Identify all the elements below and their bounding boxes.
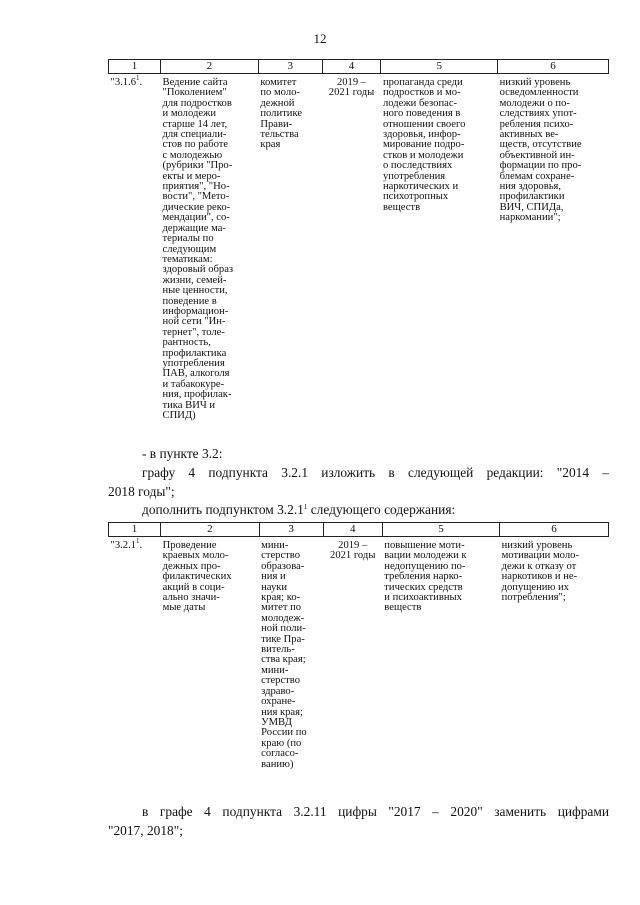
paragraph-amend-3-2-11-cont: "2017, 2018";	[108, 823, 183, 838]
expected-result: пропаганда среди подростков и мо- лодежи безопас- ного поведения в отношении своего здоровья, инфор- мирование подро- стков и молодежи о последствиях употребления наркотических и психотропных веществ	[381, 74, 498, 422]
column-number-4: 4	[322, 60, 381, 74]
executor: комитет по моло- дежной политике Прави- тельства края	[258, 74, 322, 422]
item-number: "3.2.1	[110, 540, 137, 551]
column-number-1: 1	[109, 523, 161, 537]
column-number-2: 2	[161, 523, 260, 537]
page-number: 12	[313, 31, 327, 46]
table-row	[109, 537, 609, 770]
column-number-3: 3	[259, 523, 323, 537]
paragraph-add-superscript: 1	[303, 503, 308, 511]
measures-table-2	[108, 522, 609, 770]
table-header-row	[109, 523, 609, 537]
column-number-2: 2	[161, 60, 259, 74]
measures-table-1	[108, 59, 609, 421]
column-number-4: 4	[323, 523, 382, 537]
column-number-5: 5	[382, 523, 499, 537]
column-number-1: 1	[109, 60, 161, 74]
table-row	[109, 74, 609, 422]
item-number: "3.1.6	[110, 77, 137, 88]
event-description: Проведение краевых моло- дежных про- филактических акций в соци- ально значи- мые даты	[161, 537, 260, 770]
consequence-of-non-implementation: низкий уровень осведомленности молодежи о по- следствиях упот- ребления психо- активных ве- ществ, отсутствие объективной ин- формации по про- блемам сохране- ния здоровья, профилактики ВИЧ, СПИДа, наркомании";	[498, 74, 609, 422]
table-header-row	[109, 60, 609, 74]
consequence-of-non-implementation: низкий уровень мотивации моло- дежи к отказу от наркотиков и не- допущению их потребления";	[500, 537, 609, 770]
period: 2019 – 2021 годы	[323, 537, 382, 770]
column-number-6: 6	[500, 523, 609, 537]
item-number-cell	[109, 74, 161, 422]
item-number-superscript: 1	[136, 537, 140, 545]
column-number-5: 5	[381, 60, 498, 74]
executor: мини- стерство образова- ния и науки края; ко- митет по молодеж- ной поли- тике Пра- витель- ства края; мини- стерство здраво- охране- ния края; УМВД России по краю (по согласо- ванию)	[259, 537, 323, 770]
paragraph-add-text: дополнить подпунктом 3.2.1	[142, 502, 304, 517]
item-number-tail: .	[139, 77, 143, 88]
column-number-3: 3	[258, 60, 322, 74]
paragraph-add-3-2-1-1	[142, 500, 609, 519]
item-number-cell	[109, 537, 161, 770]
event-description: Ведение сайта "Поколением" для подростков и молодежи старше 14 лет, для специали- стов по работе с молодежью (рубрики "Про- екты и меро- приятия", "Но- вости", "Мето- дические реко- мендации", со- держащие ма- териалы по следующим тематикам: здоровый образ жизни, семей- ные ценности, поведение в информацион- ной сети "Ин- тернет", толе- рантность, профилактика употребления ПАВ, алкоголя и табакокуре- ния, профилак- тика ВИЧ и СПИД)	[161, 74, 259, 422]
item-number-superscript: 1	[136, 74, 140, 82]
paragraph-amend-3-2-1-cont: 2018 годы";	[108, 484, 175, 499]
period: 2019 – 2021 годы	[322, 74, 381, 422]
expected-result: повышение моти- вации молодежи к недопущению по- требления нарко- тических средств и психоактивных веществ	[382, 537, 499, 770]
paragraph-amend-3-2-1: графу 4 подпункта 3.2.1 изложить в следующей редакции: "2014 –	[142, 465, 609, 480]
paragraph-point-3-2: - в пункте 3.2:	[142, 446, 223, 461]
paragraph-amend-3-2-11: в графе 4 подпункта 3.2.11 цифры "2017 – 2020" заменить цифрами	[142, 804, 609, 819]
item-number-tail: .	[139, 540, 143, 551]
paragraph-add-tail: следующего содержания:	[307, 502, 456, 517]
column-number-6: 6	[498, 60, 609, 74]
